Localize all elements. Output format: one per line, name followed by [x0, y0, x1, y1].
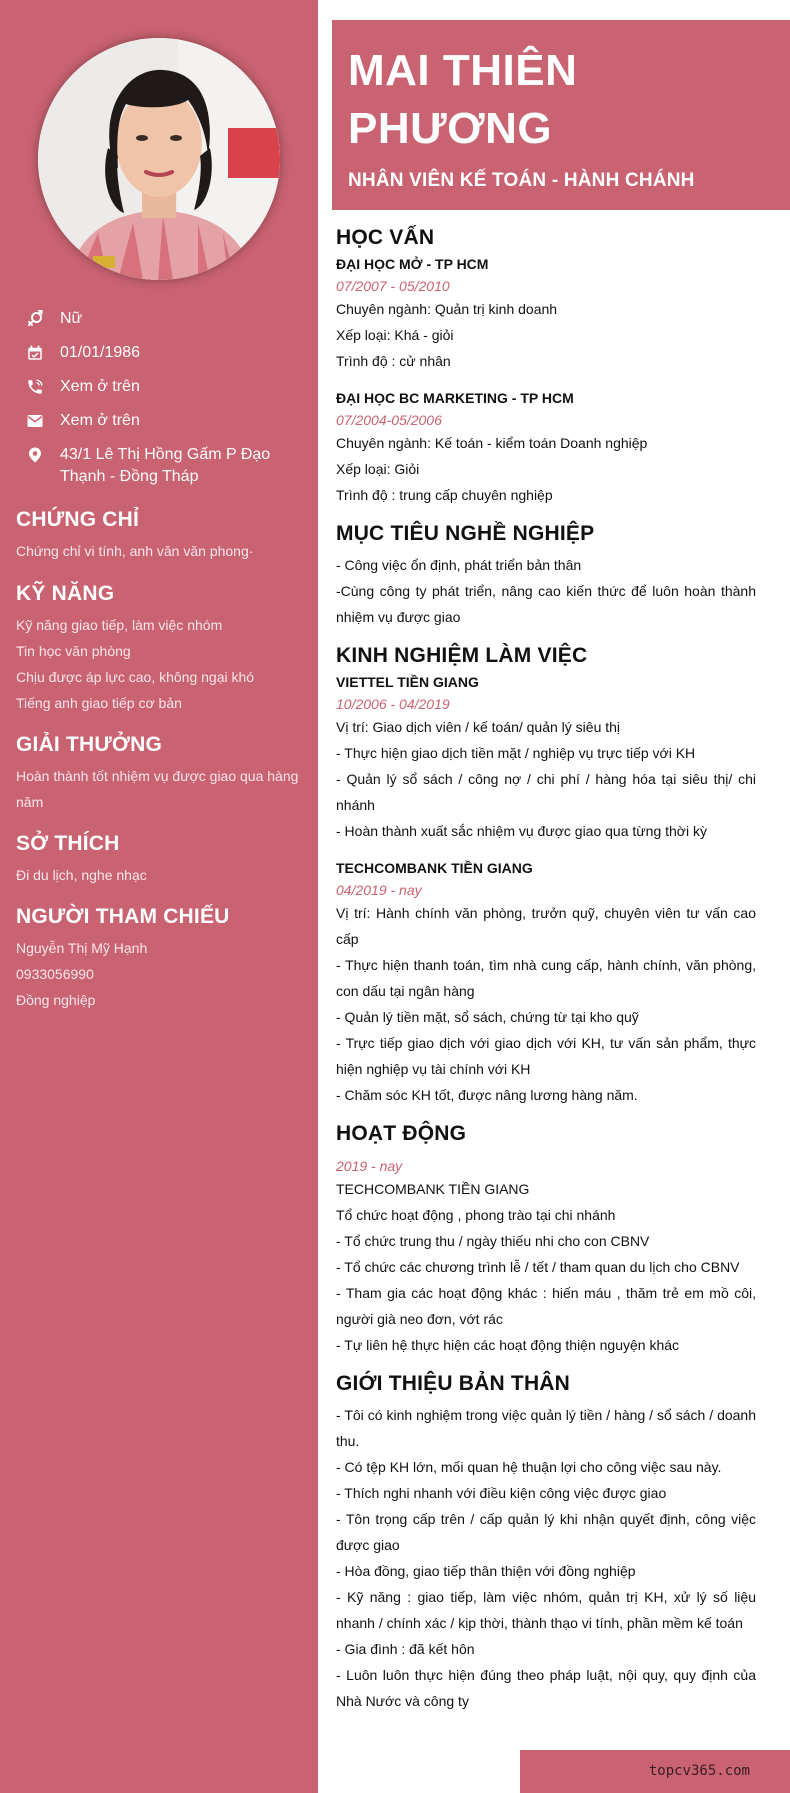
skill-item: Tin học văn phòng [16, 643, 131, 659]
objective-line: - Công việc ổn định, phát triển bản thân [336, 557, 582, 573]
experience-line: - Quản lý tiền mặt, sổ sách, chứng từ tại kho quỹ [336, 1009, 639, 1025]
experience-date: 10/2006 - 04/2019 [336, 696, 450, 712]
activities-date: 2019 - nay [336, 1158, 403, 1174]
name-line-1: MAI THIÊN [348, 46, 578, 95]
experience-line: - Trực tiếp giao dịch với giao dịch với KH, tư vấn sản phẩm, thực hiện nghiệp vụ tài chính với KH [336, 1035, 756, 1077]
about-line: - Tôi có kinh nghiệm trong việc quản lý tiền / hàng / sổ sách / doanh thu. [336, 1407, 756, 1449]
about-line: - Hòa đồng, giao tiếp thân thiện với đồng nghiệp [336, 1563, 636, 1579]
contact-address [26, 444, 296, 488]
activity-line: - Tổ chức các chương trình lễ / tết / tham quan du lịch cho CBNV [336, 1259, 740, 1275]
profile-photo [38, 38, 280, 280]
activity-line: - Tham gia các hoạt động khác : hiến máu , thăm trẻ em mồ côi, người già neo đơn, vớt rác [336, 1285, 756, 1327]
objective-section [336, 522, 756, 630]
about-title: GIỚI THIỆU BẢN THÂN [336, 1372, 571, 1395]
education-title: HỌC VẤN [336, 226, 435, 249]
about-line: - Kỹ năng : giao tiếp, làm việc nhóm, quản trị KH, xử lý số liệu nhanh / chính xác / kịp thời, thành thạo vi tính, phần mềm kế toán [336, 1589, 756, 1631]
name-header [332, 20, 790, 210]
about-line: - Luôn luôn thực hiện đúng theo pháp luật, nội quy, quy định của Nhà Nước và công ty [336, 1667, 756, 1709]
activity-line: - Tự liên hệ thực hiện các hoạt động thiện nguyện khác [336, 1337, 680, 1353]
education-line: Trình độ : trung cấp chuyên nghiệp [336, 487, 553, 503]
skills-section [16, 582, 306, 716]
hobby-item: Đi du lịch, nghe nhạc [16, 867, 147, 883]
mail-icon [26, 412, 44, 430]
education-section [336, 226, 756, 508]
certificates-title: CHỨNG CHỈ [16, 508, 140, 531]
address-text: 43/1 Lê Thị Hồng Gấm P Đạo Thạnh - Đồng Tháp [60, 446, 271, 485]
awards-section [16, 733, 306, 815]
experience-line: - Hoàn thành xuất sắc nhiệm vụ được giao qua từng thời kỳ [336, 823, 707, 839]
sidebar [0, 0, 318, 1793]
experience-line: Vị trí: Giao dịch viên / kế toán/ quản lý siêu thị [336, 719, 621, 735]
objective-title: MỤC TIÊU NGHỀ NGHIỆP [336, 522, 595, 545]
calendar-icon [26, 344, 44, 362]
activities-section [336, 1122, 756, 1358]
activity-line: - Tổ chức trung thu / ngày thiếu nhi cho con CBNV [336, 1233, 650, 1249]
experience-date: 04/2019 - nay [336, 882, 422, 898]
location-icon [26, 446, 44, 464]
school-name: ĐẠI HỌC BC MARKETING - TP HCM [336, 390, 574, 406]
activities-title: HOẠT ĐỘNG [336, 1122, 467, 1145]
experience-line: - Chăm sóc KH tốt, được nâng lương hàng năm. [336, 1087, 638, 1103]
experience-line: - Quản lý sổ sách / công nợ / chi phí / hàng hóa tại siêu thị/ chi nhánh [336, 771, 756, 813]
skill-item: Tiếng anh giao tiếp cơ bản [16, 695, 182, 711]
phone-text: Xem ở trên [60, 378, 140, 395]
activity-line: TECHCOMBANK TIỀN GIANG [336, 1181, 530, 1197]
about-line: - Thích nghi nhanh với điều kiện công việc được giao [336, 1485, 667, 1501]
education-date: 07/2004-05/2006 [336, 412, 442, 428]
contact-email [26, 410, 296, 432]
experience-section [336, 644, 756, 1108]
name-line-2: PHƯƠNG [348, 104, 553, 153]
hobbies-title: SỞ THÍCH [16, 832, 120, 855]
company-name: TECHCOMBANK TIỀN GIANG [336, 860, 533, 876]
education-date: 07/2007 - 05/2010 [336, 278, 450, 294]
objective-line: -Cùng công ty phát triển, nâng cao kiến thức để luôn hoàn thành nhiệm vụ được giao [336, 583, 756, 625]
profile-photo-illustration [38, 38, 280, 280]
references-section [16, 905, 306, 1013]
references-title: NGƯỜI THAM CHIẾU [16, 905, 230, 928]
education-line: Chuyên ngành: Kế toán - kiểm toán Doanh nghiệp [336, 435, 648, 451]
contact-birthday [26, 342, 296, 364]
gender-text: Nữ [60, 310, 83, 327]
about-line: - Gia đình : đã kết hôn [336, 1641, 475, 1657]
awards-title: GIẢI THƯỞNG [16, 733, 163, 756]
education-line: Xếp loại: Giỏi [336, 461, 420, 477]
experience-line: Vị trí: Hành chính văn phòng, trưởn quỹ, chuyên viên tư vấn cao cấp [336, 905, 756, 947]
main-content [336, 226, 756, 1714]
footer-bar [520, 1750, 790, 1793]
skill-item: Chịu được áp lực cao, không ngại khó [16, 669, 255, 685]
job-title: NHÂN VIÊN KẾ TOÁN - HÀNH CHÁNH [348, 170, 695, 191]
reference-relation: Đồng nghiệp [16, 992, 96, 1008]
about-section [336, 1372, 756, 1714]
about-line: - Tôn trọng cấp trên / cấp quản lý khi nhận quyết định, công việc được giao [336, 1511, 756, 1553]
company-name: VIETTEL TIỀN GIANG [336, 674, 479, 690]
skills-title: KỸ NĂNG [16, 582, 115, 605]
reference-phone: 0933056990 [16, 966, 94, 982]
footer-watermark[interactable]: topcv365.com [648, 1763, 750, 1779]
experience-line: - Thực hiện thanh toán, tìm nhà cung cấp, hành chính, văn phòng, con dấu tại ngân hàng [336, 957, 756, 999]
phone-icon [26, 378, 44, 396]
contact-list [26, 308, 296, 500]
education-line: Trình độ : cử nhân [336, 353, 451, 369]
email-text: Xem ở trên [60, 412, 140, 429]
skill-item: Kỹ năng giao tiếp, làm việc nhóm [16, 617, 223, 633]
experience-title: KINH NGHIỆM LÀM VIỆC [336, 644, 588, 667]
contact-phone [26, 376, 296, 398]
certificate-item: Chứng chỉ vi tính, anh văn văn phong· [16, 543, 254, 559]
certificates-section [16, 508, 306, 564]
experience-line: - Thực hiện giao dịch tiền mặt / nghiệp vụ trực tiếp với KH [336, 745, 696, 761]
contact-gender [26, 308, 296, 330]
education-line: Chuyên ngành: Quản trị kinh doanh [336, 301, 558, 317]
reference-name: Nguyễn Thị Mỹ Hạnh [16, 940, 148, 956]
birthday-text: 01/01/1986 [60, 344, 141, 361]
hobbies-section [16, 832, 306, 888]
activity-line: Tổ chức hoạt động , phong trào tại chi nhánh [336, 1207, 616, 1223]
gender-icon [26, 310, 44, 328]
about-line: - Có tệp KH lớn, mối quan hệ thuận lợi cho công việc sau này. [336, 1459, 722, 1475]
award-item: Hoàn thành tốt nhiệm vụ được giao qua hàng năm [16, 768, 299, 810]
school-name: ĐẠI HỌC MỞ - TP HCM [336, 256, 489, 272]
education-line: Xếp loại: Khá - giỏi [336, 327, 454, 343]
